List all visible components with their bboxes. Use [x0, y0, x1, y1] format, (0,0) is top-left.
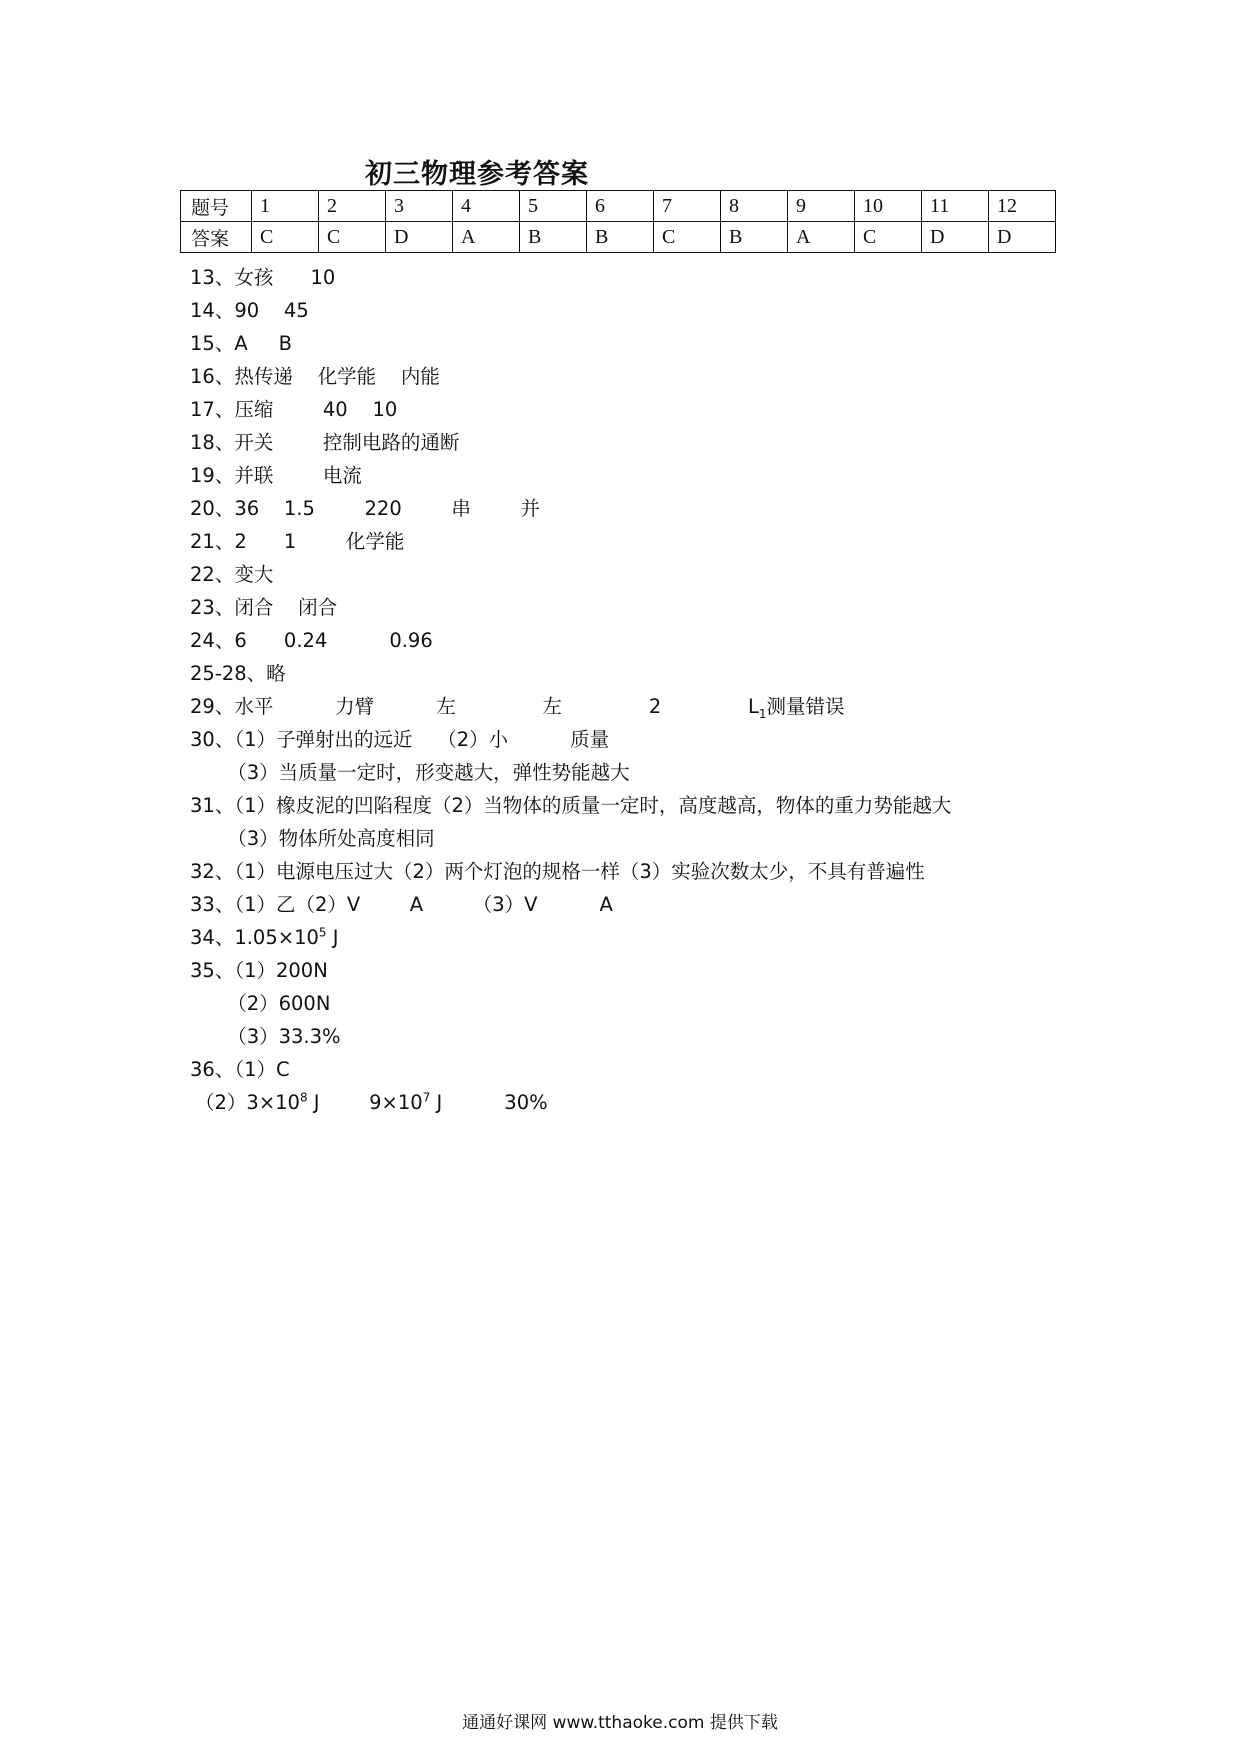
table-cell: 9 — [788, 191, 855, 222]
table-cell: D — [989, 222, 1056, 253]
answer-34-text: 34、1.05×10 — [190, 926, 319, 949]
table-cell: D — [922, 222, 989, 253]
table-cell: C — [654, 222, 721, 253]
answer-line-31b: （3）物体所处高度相同 — [190, 827, 435, 850]
answer-line-34 — [190, 922, 338, 950]
table-cell: 6 — [587, 191, 654, 222]
answer-line-35a: 35、（1）200N — [190, 959, 328, 982]
answer-line-25-28: 25-28、略 — [190, 662, 286, 685]
answer-line-29 — [190, 691, 845, 721]
row-label-numbers: 题号 — [181, 191, 252, 222]
answer-line-16: 16、热传递 化学能 内能 — [190, 365, 440, 388]
answer-36b-part3: J 30% — [430, 1091, 548, 1114]
answer-line-22: 22、变大 — [190, 563, 274, 586]
table-cell: 2 — [319, 191, 386, 222]
answer-line-36b — [195, 1087, 548, 1115]
answer-line-31a: 31、（1）橡皮泥的凹陷程度（2）当物体的质量一定时，高度越高，物体的重力势能越大 — [190, 794, 952, 817]
table-cell: A — [453, 222, 520, 253]
superscript: 5 — [318, 925, 327, 940]
footer-credit: 通通好课网 www.tthaoke.com 提供下载 — [462, 1713, 778, 1733]
answer-line-23: 23、闭合 闭合 — [190, 596, 338, 619]
answer-34-unit: J — [326, 926, 339, 949]
answer-line-14: 14、90 45 — [190, 299, 309, 322]
table-row-answers — [181, 222, 1056, 253]
table-row-numbers — [181, 191, 1056, 222]
table-cell: 1 — [252, 191, 319, 222]
answer-36b-part1: （2）3×10 — [195, 1091, 300, 1114]
answer-29-text: 29、水平 力臂 左 左 2 L — [190, 695, 759, 718]
table-cell: 12 — [989, 191, 1056, 222]
answer-line-33: 33、（1）乙（2）V A （3）V A — [190, 893, 613, 916]
answer-line-30a: 30、（1）子弹射出的远近 （2）小 质量 — [190, 728, 610, 751]
table-cell: 4 — [453, 191, 520, 222]
answer-line-24: 24、6 0.24 0.96 — [190, 629, 433, 652]
answer-line-19: 19、并联 电流 — [190, 464, 362, 487]
table-cell: C — [855, 222, 922, 253]
superscript: 7 — [422, 1090, 431, 1105]
answer-table — [180, 190, 1056, 253]
answer-line-15: 15、A B — [190, 332, 293, 355]
answer-line-21: 21、2 1 化学能 — [190, 530, 405, 553]
table-cell: 10 — [855, 191, 922, 222]
answer-line-13: 13、女孩 10 — [190, 266, 336, 289]
answer-29-tail: 测量错误 — [766, 695, 845, 718]
table-cell: D — [386, 222, 453, 253]
superscript: 8 — [299, 1090, 308, 1105]
answer-line-35b: （2）600N — [190, 992, 331, 1015]
answer-line-18: 18、开关 控制电路的通断 — [190, 431, 460, 454]
answer-line-32: 32、（1）电源电压过大（2）两个灯泡的规格一样（3）实验次数太少，不具有普遍性 — [190, 860, 925, 883]
table-cell: B — [520, 222, 587, 253]
subscript: 1 — [758, 706, 767, 721]
answer-line-35c: （3）33.3% — [190, 1025, 341, 1048]
table-cell: B — [721, 222, 788, 253]
table-cell: 5 — [520, 191, 587, 222]
table-cell: B — [587, 222, 654, 253]
answer-line-36a: 36、（1）C — [190, 1058, 290, 1081]
table-cell: C — [252, 222, 319, 253]
answer-line-20: 20、36 1.5 220 串 并 — [190, 497, 540, 520]
table-cell: 3 — [386, 191, 453, 222]
answer-36b-part2: J 9×10 — [307, 1091, 423, 1114]
table-cell: A — [788, 222, 855, 253]
table-cell: 7 — [654, 191, 721, 222]
answer-line-30b: （3）当质量一定时，形变越大，弹性势能越大 — [190, 761, 630, 784]
table-cell: 8 — [721, 191, 788, 222]
answer-line-17: 17、压缩 40 10 — [190, 398, 398, 421]
table-cell: C — [319, 222, 386, 253]
page-title: 初三物理参考答案 — [365, 159, 589, 190]
row-label-answers: 答案 — [181, 222, 252, 253]
table-cell: 11 — [922, 191, 989, 222]
